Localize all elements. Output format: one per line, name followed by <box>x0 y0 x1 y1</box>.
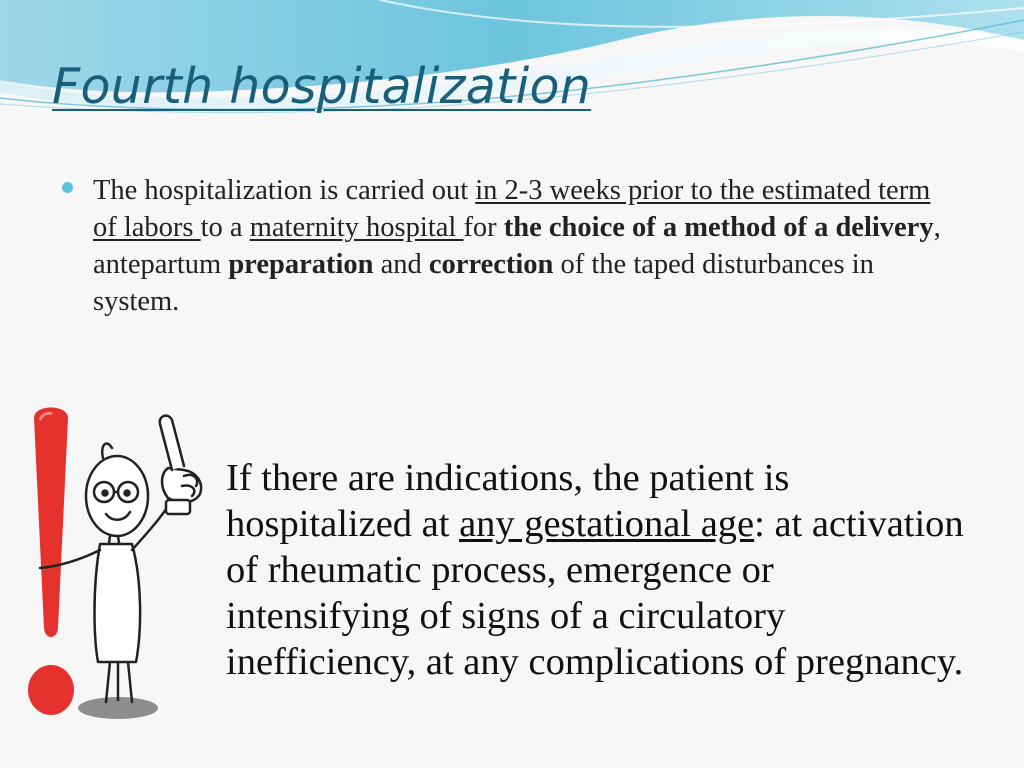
note-text-part: : at activation of rheumatic process, emergence or intensifying of signs of a circulatory inefficiency, at any complications of pregnancy. <box>226 503 964 683</box>
indications-text <box>226 455 966 685</box>
note-text-part: If there are indications, the patient is hospitalized at <box>226 457 790 545</box>
bullet-text-part: for <box>463 212 504 243</box>
note-text-gestational-age: any gestational age <box>459 503 755 545</box>
bullet-dot-icon <box>62 182 73 193</box>
bullet-text <box>93 172 952 320</box>
exclamation-icon <box>28 408 74 716</box>
bullet-text-part: , antepartum <box>93 212 941 280</box>
slide-title: Fourth hospitalization <box>52 58 592 115</box>
bullet-text-emphasis: correction <box>428 249 554 280</box>
bullet-text-emphasis: preparation <box>228 249 374 280</box>
bullet-text-part: The hospitalization is carried out <box>93 175 476 206</box>
bullet-text-timing: in 2-3 weeks prior to the estimated term of labors <box>93 175 931 243</box>
bullet-text-emphasis: the choice of a method of a delivery <box>503 212 934 243</box>
bullet-text-location: maternity hospital <box>249 212 464 243</box>
bullet-item <box>62 172 952 320</box>
bullet-text-part: to a <box>200 212 250 243</box>
warning-figure-illustration <box>0 400 230 730</box>
bullet-text-part: of the taped disturbances in system. <box>93 249 874 317</box>
bullet-text-part: and <box>373 249 429 280</box>
